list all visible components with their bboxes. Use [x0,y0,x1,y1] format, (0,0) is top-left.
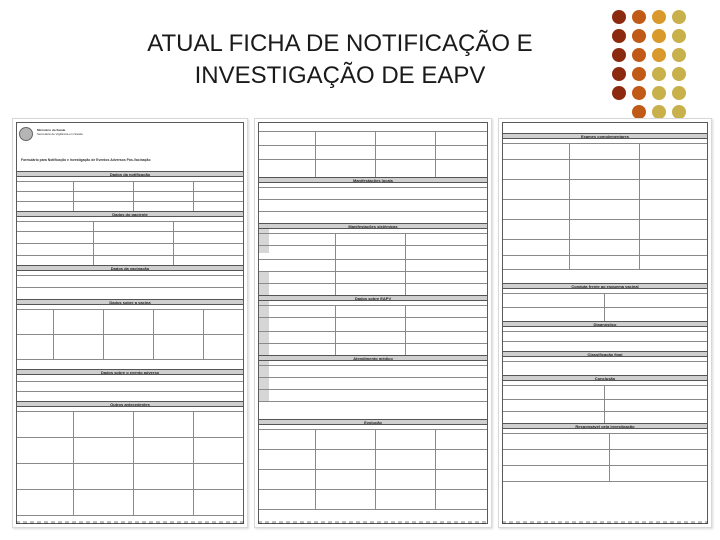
decorative-dot [652,29,666,43]
decorative-dot [652,48,666,62]
section-header: Conclusão [503,375,707,381]
coat-of-arms-logo [19,127,33,141]
section-header: Responsável pela investigação [503,423,707,429]
section-header: Outros antecedentes [17,401,243,407]
decorative-dot [672,67,686,81]
section-header: Dados da notificação [17,171,243,177]
decorative-dot [632,10,646,24]
decorative-dot [652,67,666,81]
decorative-dot [672,48,686,62]
decorative-dot [652,10,666,24]
decorative-dot [632,105,646,119]
org-name-line-1: Ministério da Saúde [37,128,66,132]
decorative-dot [632,29,646,43]
section-header: Classificação final [503,351,707,357]
section-header: Exames complementares [503,133,707,139]
section-header: Evolução [259,419,487,425]
decorative-dot [632,67,646,81]
section-header: Diagnóstico [503,321,707,327]
decorative-dot [672,105,686,119]
decorative-dot [632,48,646,62]
decorative-dot [652,105,666,119]
section-header: Manifestações locais [259,177,487,183]
section-header: Dados do paciente [17,211,243,217]
decorative-dot [612,29,626,43]
decorative-dot [612,48,626,62]
section-header: Conduta frente ao esquema vacinal [503,283,707,289]
slide-title-line-1: ATUAL FICHA DE NOTIFICAÇÃO E [147,30,533,57]
section-header: Atendimento médico [259,355,487,361]
section-header: Dados sobre a vacina [17,299,243,305]
decorative-dot [672,29,686,43]
section-header: Dados da vacinação [17,265,243,271]
decorative-dot [672,86,686,100]
section-header: Dados sobre EAPV [259,295,487,301]
section-header: Manifestações sistêmicas [259,223,487,229]
section-header: Dados sobre o evento adverso [17,369,243,375]
decorative-dot [632,86,646,100]
decorative-dot [672,10,686,24]
decorative-dot [612,10,626,24]
form-page-1 [12,118,248,528]
decorative-dot [612,67,626,81]
slide-title [60,28,620,92]
form-title: Formulário para Notificação e Investigação de Eventos Adversos Pós-Vacinação [21,158,151,162]
slide-title-line-2: INVESTIGAÇÃO DE EAPV [194,62,486,89]
org-name-line-2: Secretaria de Vigilância em Saúde [37,132,83,136]
decorative-dot [612,86,626,100]
form-page-3 [498,118,712,528]
form-page-2 [254,118,492,528]
decorative-dot [652,86,666,100]
